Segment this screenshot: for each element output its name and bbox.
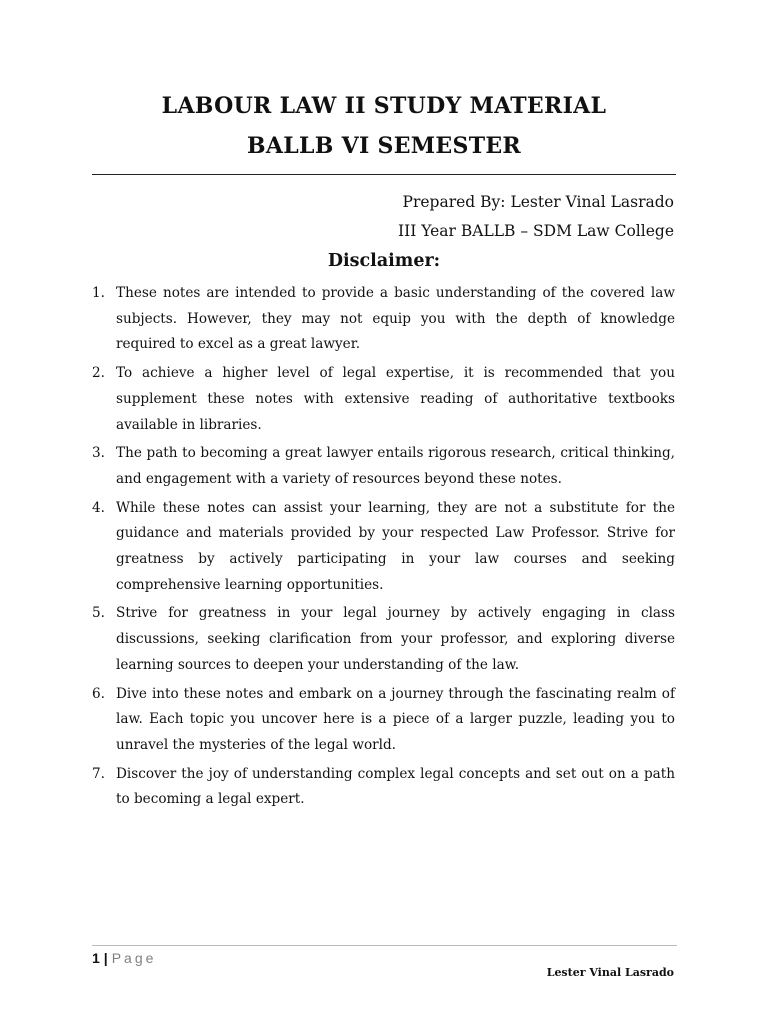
list-item (92, 361, 675, 438)
list-item-text: These notes are intended to provide a basic understanding of the covered law subjects. However, they may not equip you with the depth of knowledge required to excel as a great lawyer. (116, 285, 675, 353)
list-item (92, 496, 675, 599)
list-item-text: The path to becoming a great lawyer entails rigorous research, critical thinking, and engagement with a variety of resources beyond these notes. (116, 445, 675, 487)
title-divider (92, 174, 676, 175)
page-word: Page (111, 950, 157, 966)
footer-separator: | (103, 950, 108, 966)
list-item-text: Strive for greatness in your legal journey by actively engaging in class discussions, seeking clarification from your professor, and exploring diverse learning sources to deepen your understanding of the law. (116, 605, 675, 673)
list-item-number: 3. (92, 445, 105, 462)
list-item-number: 6. (92, 685, 105, 702)
list-item (92, 441, 675, 492)
disclaimer-list (92, 281, 675, 816)
list-item-number: 4. (92, 499, 105, 516)
document-title: LABOUR LAW II STUDY MATERIAL (161, 93, 607, 119)
list-item (92, 762, 675, 813)
page-number: 1 (92, 950, 100, 966)
prepared-by-line: Prepared By: Lester Vinal Lasrado (402, 193, 674, 211)
list-item (92, 601, 675, 678)
list-item (92, 682, 675, 759)
list-item-text: To achieve a higher level of legal expertise, it is recommended that you supplement these notes with extensive reading of authoritative textbooks available in libraries. (116, 365, 675, 433)
document-subtitle: BALLB VI SEMESTER (246, 133, 522, 159)
footer-page-label (92, 950, 156, 966)
affiliation-line: III Year BALLB – SDM Law College (397, 222, 674, 240)
list-item-number: 1. (92, 285, 105, 301)
title-block (0, 86, 768, 166)
footer-author: Lester Vinal Lasrado (546, 966, 674, 979)
list-item-number: 2. (92, 365, 105, 382)
list-item-number: 7. (92, 765, 105, 782)
list-item-text: While these notes can assist your learning, they are not a substitute for the guidance and materials provided by your respected Law Professor. Strive for greatness by actively participating in your law courses and seeking comprehensive learning opportunities. (116, 499, 675, 593)
list-item-number: 5. (92, 605, 105, 622)
footer-divider (92, 945, 677, 946)
list-item (92, 281, 675, 358)
list-item-text: Dive into these notes and embark on a journey through the fascinating realm of law. Each topic you uncover here is a piece of a larger puzzle, leading you to unravel the mysteries of the legal world. (116, 685, 675, 753)
list-item-text: Discover the joy of understanding complex legal concepts and set out on a path to becoming a legal expert. (116, 765, 675, 808)
disclaimer-heading: Disclaimer: (327, 251, 441, 271)
prepared-by-block (398, 188, 674, 246)
